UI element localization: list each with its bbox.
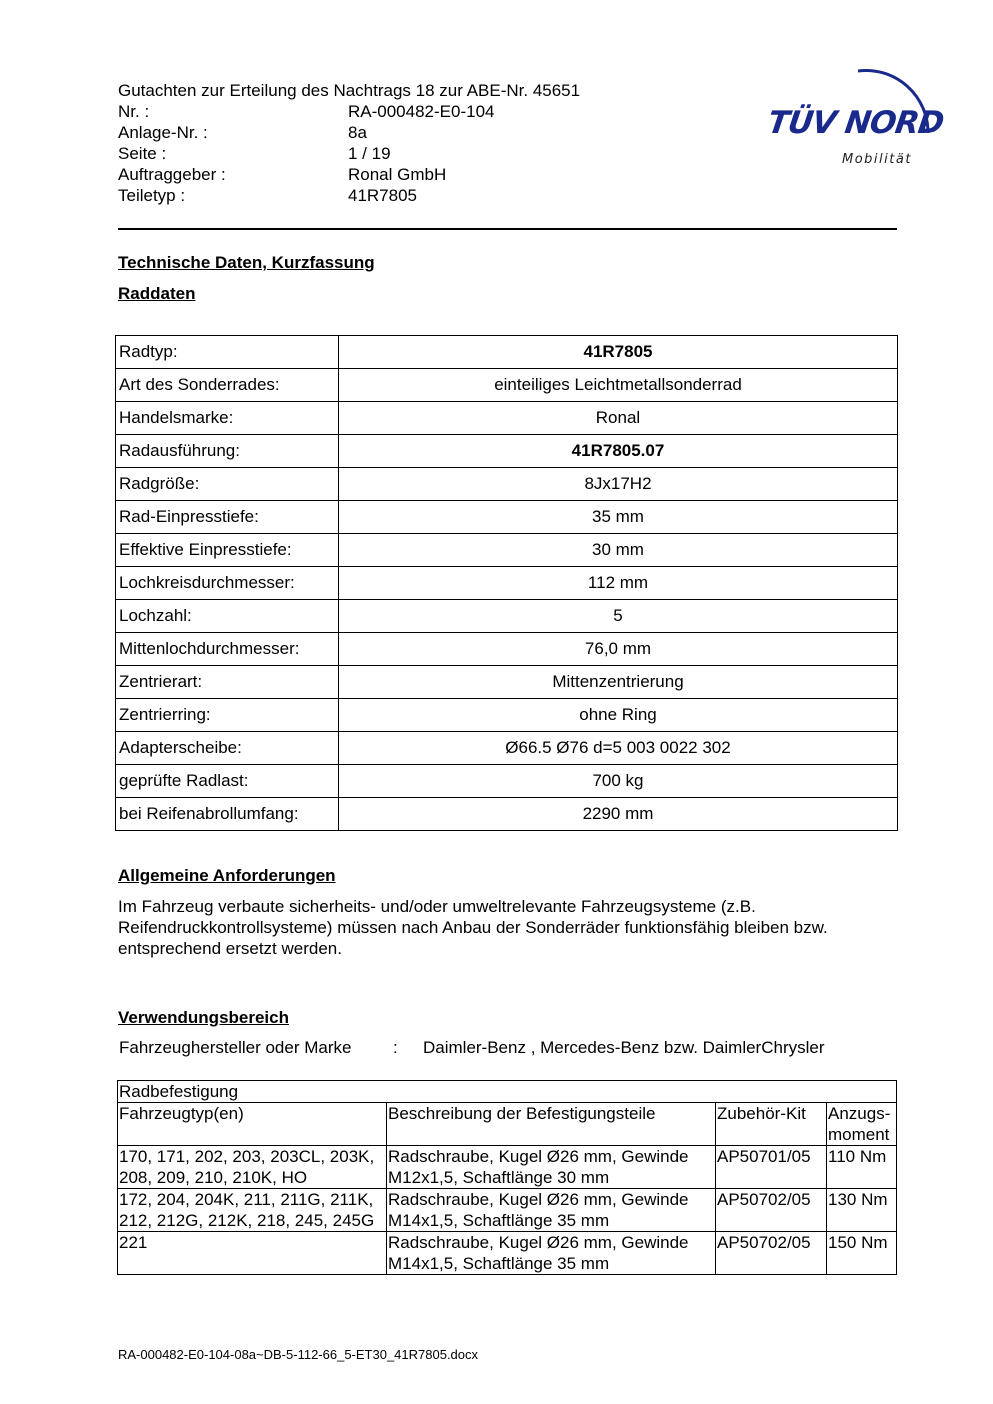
table-row bbox=[116, 600, 898, 633]
mounting-table bbox=[117, 1080, 897, 1275]
table-row bbox=[116, 534, 898, 567]
wheel-data-label: Radtyp: bbox=[116, 336, 339, 369]
table-row bbox=[116, 435, 898, 468]
wheel-data-label: Zentrierring: bbox=[116, 699, 339, 732]
wheel-data-label: Handelsmarke: bbox=[116, 402, 339, 435]
wheel-data-value: Mittenzentrierung bbox=[339, 666, 898, 699]
manufacturer-label: Fahrzeughersteller oder Marke bbox=[119, 1038, 352, 1057]
accessory-kit-cell: AP50701/05 bbox=[716, 1146, 827, 1189]
wheel-data-value: ohne Ring bbox=[339, 699, 898, 732]
wheel-data-label: Lochzahl: bbox=[116, 600, 339, 633]
wheel-data-value: 41R7805.07 bbox=[339, 435, 898, 468]
wheel-data-value: 112 mm bbox=[339, 567, 898, 600]
header-field-value: 1 / 19 bbox=[348, 144, 391, 163]
fastener-description-cell: Radschraube, Kugel Ø26 mm, Gewinde M12x1,5, Schaftlänge 30 mm bbox=[387, 1146, 716, 1189]
wheel-data-value: 76,0 mm bbox=[339, 633, 898, 666]
table-row bbox=[116, 501, 898, 534]
header-field-label: Anlage-Nr. : bbox=[118, 123, 208, 142]
table-row bbox=[116, 567, 898, 600]
table-row bbox=[116, 732, 898, 765]
wheel-data-label: Adapterscheibe: bbox=[116, 732, 339, 765]
wheel-data-label: Radgröße: bbox=[116, 468, 339, 501]
header-field-value: RA-000482-E0-104 bbox=[348, 102, 495, 121]
table-row bbox=[116, 336, 898, 369]
torque-cell: 130 Nm bbox=[827, 1189, 897, 1232]
wheel-data-label: Rad-Einpresstiefe: bbox=[116, 501, 339, 534]
vehicle-types-cell: 221 bbox=[118, 1232, 387, 1275]
header-field-value: Ronal GmbH bbox=[348, 165, 447, 184]
header-divider bbox=[118, 228, 897, 230]
header-field-label: Nr. : bbox=[118, 102, 150, 121]
logo-brand-text: TÜV NORD bbox=[765, 105, 946, 141]
table-row bbox=[116, 468, 898, 501]
column-header: Beschreibung der Befestigungsteile bbox=[387, 1103, 716, 1146]
wheel-data-value: 30 mm bbox=[339, 534, 898, 567]
fastener-description-cell: Radschraube, Kugel Ø26 mm, Gewinde M14x1,5, Schaftlänge 35 mm bbox=[387, 1189, 716, 1232]
table-row bbox=[116, 633, 898, 666]
column-header: Anzugs-moment bbox=[827, 1103, 897, 1146]
header-field-label: Seite : bbox=[118, 144, 167, 163]
accessory-kit-cell: AP50702/05 bbox=[716, 1232, 827, 1275]
mounting-table-title: Radbefestigung bbox=[118, 1081, 897, 1103]
logo-sub-text: Mobilität bbox=[842, 152, 912, 167]
table-row bbox=[116, 699, 898, 732]
table-row bbox=[116, 666, 898, 699]
table-row bbox=[118, 1189, 897, 1232]
wheel-data-value: 41R7805 bbox=[339, 336, 898, 369]
footer-filename: RA-000482-E0-104-08a~DB-5-112-66_5-ET30_41R7805.docx bbox=[118, 1347, 479, 1362]
wheel-data-label: Art des Sonderrades: bbox=[116, 369, 339, 402]
column-header: Zubehör-Kit bbox=[716, 1103, 827, 1146]
header-field-label: Teiletyp : bbox=[118, 186, 186, 205]
table-row bbox=[118, 1081, 897, 1103]
wheel-data-value: 8Jx17H2 bbox=[339, 468, 898, 501]
wheel-data-label: bei Reifenabrollumfang: bbox=[116, 798, 339, 831]
manufacturer-colon: : bbox=[393, 1038, 398, 1057]
wheel-data-value: einteiliges Leichtmetallsonderrad bbox=[339, 369, 898, 402]
wheel-data-value: 35 mm bbox=[339, 501, 898, 534]
wheel-data-label: geprüfte Radlast: bbox=[116, 765, 339, 798]
manufacturer-value: Daimler-Benz , Mercedes-Benz bzw. DaimlerChrysler bbox=[423, 1038, 825, 1057]
section-heading-wheel: Raddaten bbox=[118, 284, 196, 303]
wheel-data-table bbox=[115, 335, 898, 831]
wheel-data-value: Ronal bbox=[339, 402, 898, 435]
header-field-label: Auftraggeber : bbox=[118, 165, 226, 184]
tuv-nord-logo bbox=[760, 55, 945, 175]
wheel-data-value: 2290 mm bbox=[339, 798, 898, 831]
header-field-value: 8a bbox=[348, 123, 367, 142]
vehicle-types-cell: 170, 171, 202, 203, 203CL, 203K, 208, 209, 210, 210K, HO bbox=[118, 1146, 387, 1189]
section-heading-technical: Technische Daten, Kurzfassung bbox=[118, 253, 375, 272]
table-row bbox=[116, 798, 898, 831]
wheel-data-label: Effektive Einpresstiefe: bbox=[116, 534, 339, 567]
wheel-data-label: Lochkreisdurchmesser: bbox=[116, 567, 339, 600]
table-row bbox=[118, 1232, 897, 1275]
document-title: Gutachten zur Erteilung des Nachtrags 18 zur ABE-Nr. 45651 bbox=[118, 81, 581, 100]
vehicle-types-cell: 172, 204, 204K, 211, 211G, 211K, 212, 212G, 212K, 218, 245, 245G bbox=[118, 1189, 387, 1232]
wheel-data-value: 5 bbox=[339, 600, 898, 633]
wheel-data-value: 700 kg bbox=[339, 765, 898, 798]
table-row bbox=[116, 765, 898, 798]
fastener-description-cell: Radschraube, Kugel Ø26 mm, Gewinde M14x1,5, Schaftlänge 35 mm bbox=[387, 1232, 716, 1275]
column-header: Fahrzeugtyp(en) bbox=[118, 1103, 387, 1146]
section-heading-general: Allgemeine Anforderungen bbox=[118, 866, 336, 885]
wheel-data-label: Radausführung: bbox=[116, 435, 339, 468]
wheel-data-value: Ø66.5 Ø76 d=5 003 0022 302 bbox=[339, 732, 898, 765]
torque-cell: 110 Nm bbox=[827, 1146, 897, 1189]
section-heading-usage: Verwendungsbereich bbox=[118, 1008, 289, 1027]
general-requirements-text: Im Fahrzeug verbaute sicherheits- und/oder umweltrelevante Fahrzeugsysteme (z.B. Reifendruckkontrollsysteme) müssen nach Anbau der Sonderräder funktionsfähig bleiben bzw. entsprechend ersetzt werden. bbox=[118, 897, 828, 958]
table-row bbox=[116, 369, 898, 402]
wheel-data-label: Mittenlochdurchmesser: bbox=[116, 633, 339, 666]
table-row bbox=[118, 1146, 897, 1189]
torque-cell: 150 Nm bbox=[827, 1232, 897, 1275]
accessory-kit-cell: AP50702/05 bbox=[716, 1189, 827, 1232]
table-header-row bbox=[118, 1103, 897, 1146]
wheel-data-label: Zentrierart: bbox=[116, 666, 339, 699]
header-field-value: 41R7805 bbox=[348, 186, 418, 205]
table-row bbox=[116, 402, 898, 435]
